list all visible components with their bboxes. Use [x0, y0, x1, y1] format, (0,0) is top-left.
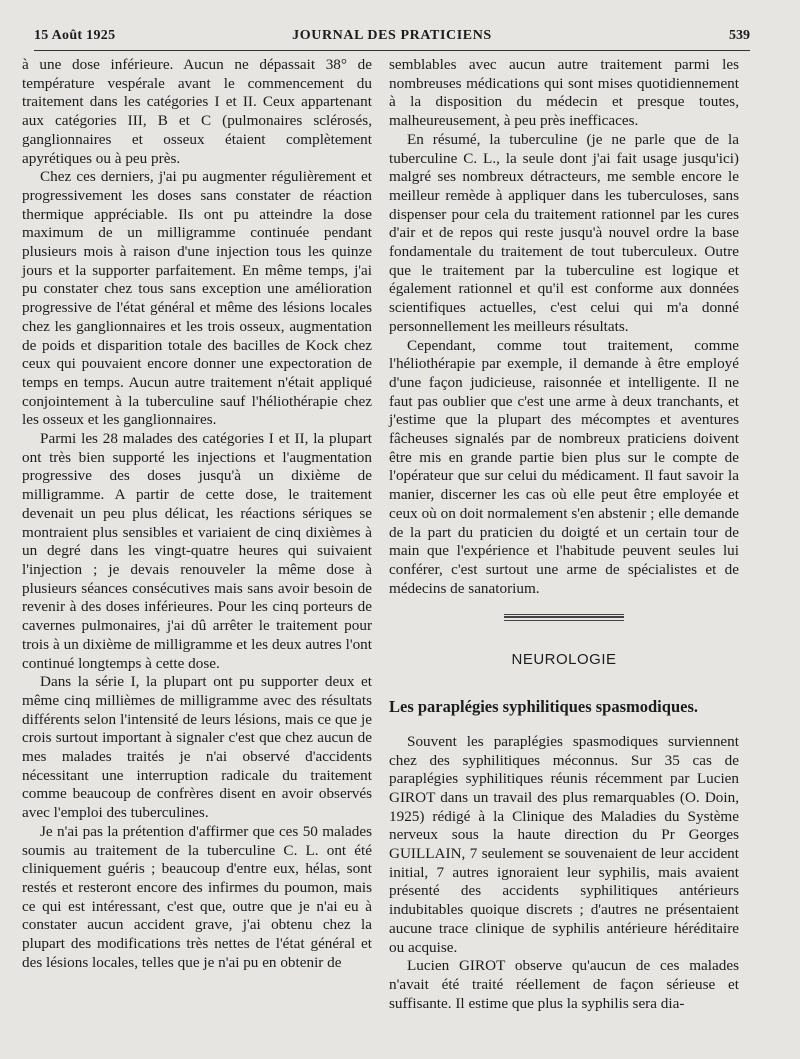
journal-title: JOURNAL DES PRATICIENS	[292, 28, 492, 43]
paragraph: En résumé, la tuberculine (je ne parle que de la tuberculine C. L., la seule dont j'ai fait usage jusqu'ici) malgré ses nombreux détracteurs, me semble encore le meilleur remède à appliquer dans les tuberculoses, sans dispenser pour cela du traitement rationnel par les cures d'air et de repos qui reste jusqu'à nouvel ordre la base fondamentale du traitement de tout tuberculeux. Outre que le traitement par la tuberculine est logique et également rationnel et qu'il est conforme aux données scientifiques actuelles, c'est celui qui m'a donné personnellement les meilleurs résultats.	[389, 130, 739, 335]
page-header	[34, 24, 750, 51]
paragraph: Parmi les 28 malades des catégories I et II, la plupart ont très bien supporté les injections et l'augmentation progressive des doses jusqu'à un dixième de milligramme. A partir de cette dose, le traitement devenait un peu plus délicat, les réactions sériques se montraient plus sensibles et variaient de cinq dixièmes à un degré dans les vingt-quatre heures qui suivaient l'injection ; je devais renouveler la même dose à plusieurs séances consécutives mais sans avoir besoin de revenir à des doses inférieures. Pour les cinq porteurs de cavernes pulmonaires, j'ai dû arrêter le traitement pour trois à un dixième de milligramme et les deux autres l'ont continué longtemps à cette dose.	[22, 430, 372, 672]
issue-date: 15 Août 1925	[34, 28, 116, 43]
right-column	[389, 56, 739, 1013]
paragraph: Lucien GIROT observe qu'aucun de ces malades n'avait été traité réellement de façon sérieuse et suffisante. Il estime que plus la syphilis sera dia-	[389, 957, 739, 1012]
paragraph: semblables avec aucun autre traitement parmi les nombreuses médications qui sont mises quotidiennement à la disposition du médecin et presque toutes, malheureusement, à peu près inefficaces.	[389, 56, 739, 130]
paragraph: à une dose inférieure. Aucun ne dépassait 38° de température vespérale avant le commencement du traitement dans les catégories I et II. Ceux appartenant aux catégories III, B et C (pulmonaires sclérosés, ganglionnaires et osseux étaient complètement apyrétiques ou à peu près.	[22, 56, 372, 167]
article-title: Les paraplégies syphilitiques spasmodiques.	[389, 697, 698, 717]
page-number: 539	[729, 28, 750, 43]
left-column	[22, 56, 372, 972]
paragraph: Chez ces derniers, j'ai pu augmenter régulièrement et progressivement les doses sans constater de réaction thermique appréciable. Ils ont pu atteindre la dose maximum de un milligramme continuée pendant plusieurs mois à raison d'une injection tous les quinze jours et la supporter parfaitement. En même temps, j'ai pu constater chez tous sans exception une amélioration progressive de l'état général et même des lésions locales chez les ganglionnaires et les trois osseux, augmentation de poids et disparition totale des bacilles de Kock chez ceux qui pouvaient encore donner une expectoration de temps en temps. Aucun autre traitement n'était appliqué conjointement à la tuberculine sauf l'héliothérapie chez les osseux et les ganglionnaires.	[22, 168, 372, 429]
paragraph: Souvent les paraplégies spasmodiques surviennent chez des syphilitiques méconnus. Sur 35 cas de paraplégies syphilitiques réunis récemment par Lucien GIROT dans un travail des plus remarquables (O. Doin, 1925) rédigé à la Clinique des Maladies du Système nerveux sous la haute direction du Pr Georges GUILLAIN, 7 seulement se souvenaient de leur accident initial, 7 autres ignoraient leur syphilis, mais avaient présenté des accidents syphilitiques antérieurs indubitables quoique discrets ; d'autres ne présentaient aucune trace clinique de syphilis antérieure héréditaire ou acquise.	[389, 732, 739, 956]
paragraph: Je n'ai pas la prétention d'affirmer que ces 50 malades soumis au traitement de la tuberculine C. L. ont été cliniquement guéris ; beaucoup d'entre eux, hélas, sont restés et resteront encore des infirmes du poumon, mais ce qui est intéressant, c'est que, outre que je n'ai eu à constater aucun accident grave, j'ai obtenu chez la plupart des modifications très nettes de l'état général et des lésions locales, telles que je n'ai pu en obtenir de	[22, 822, 372, 971]
paragraph: Cependant, comme tout traitement, comme l'héliothérapie par exemple, il demande à être employé d'une façon judicieuse, raisonnée et intelligente. Il ne faut pas oublier que c'est une arme à deux tranchants, et j'estime que la plupart des mécomptes et aventures fâcheuses signalés par de nombreux praticiens doivent être mis en grande partie bien plus sur le compte de l'opérateur que sur celui du médicament. Il faut savoir la manier, discerner les cas où elle peut être employée et ceux où on doit normalement s'en abstenir ; elle demande de la part du praticien du doigté et un certain tour de main que l'expérience et l'habitude peuvent seules lui conférer, c'est surtout une arme de spécialistes et de médecins de sanatorium.	[389, 336, 739, 597]
section-divider	[504, 614, 624, 621]
section-heading: NEUROLOGIE	[511, 651, 617, 669]
paragraph: Dans la série I, la plupart ont pu supporter deux et même cinq millièmes de milligramme avec des résultats différents selon l'intensité de leurs lésions, mais ce que je crois surtout important à signaler c'est que chez aucun de mes malades traités je n'ai observé d'accidents nécessitant une interruption radicale du traitement comme beaucoup de confrères disent en avoir observés avec l'emploi des tuberculines.	[22, 673, 372, 822]
article-body	[389, 733, 739, 1014]
